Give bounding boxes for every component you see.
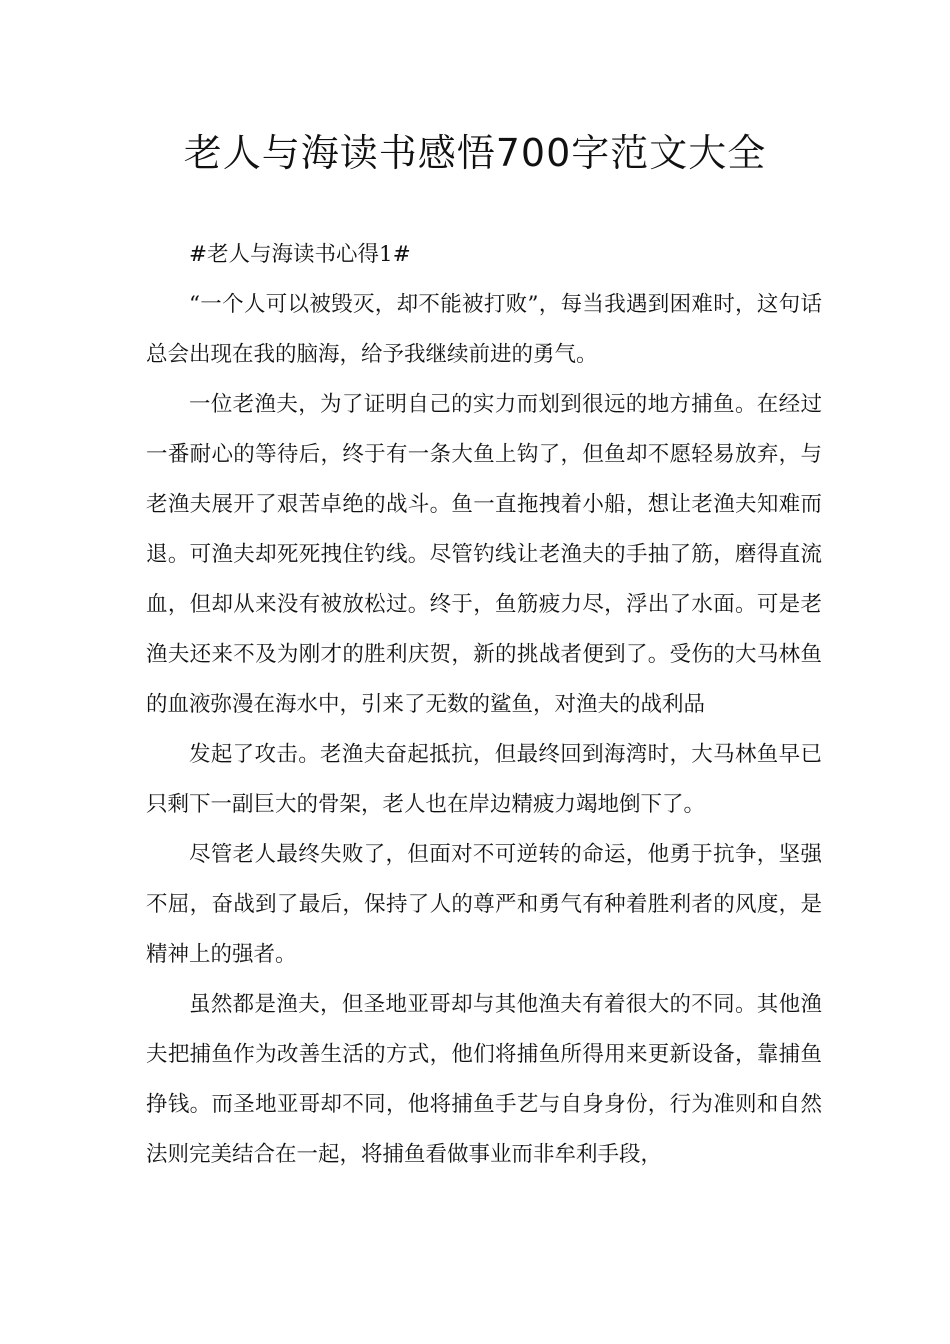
document-body <box>146 230 822 1180</box>
paragraph-attack: 发起了攻击。老渔夫奋起抵抗，但最终回到海湾时，大马林鱼早已只剩下一副巨大的骨架，老人也在岸边精疲力竭地倒下了。 <box>146 742 822 817</box>
paragraph-quote: “一个人可以被毁灭，却不能被打败”，每当我遇到困难时，这句话总会出现在我的脑海，给予我继续前进的勇气。 <box>146 292 822 367</box>
paragraph-reflection: 尽管老人最终失败了，但面对不可逆转的命运，他勇于抗争，坚强不屈，奋战到了最后，保持了人的尊严和勇气有种着胜利者的风度，是精神上的强者。 <box>146 842 822 967</box>
document-title: 老人与海读书感悟700字范文大全 <box>183 131 767 175</box>
section-heading: #老人与海读书心得1# <box>189 242 411 267</box>
paragraph-story: 一位老渔夫，为了证明自己的实力而划到很远的地方捕鱼。在经过一番耐心的等待后，终于有一条大鱼上钩了，但鱼却不愿轻易放弃，与老渔夫展开了艰苦卓绝的战斗。鱼一直拖拽着小船，想让老渔夫知难而退。可渔夫却死死拽住钓线。尽管钓线让老渔夫的手抽了筋，磨得直流血，但却从来没有被放松过。终于，鱼筋疲力尽，浮出了水面。可是老渔夫还来不及为刚才的胜利庆贺，新的挑战者便到了。受伤的大马林鱼的血液弥漫在海水中，引来了无数的鲨鱼，对渔夫的战利品 <box>146 392 822 717</box>
paragraph-comparison: 虽然都是渔夫，但圣地亚哥却与其他渔夫有着很大的不同。其他渔夫把捕鱼作为改善生活的方式，他们将捕鱼所得用来更新设备，靠捕鱼挣钱。而圣地亚哥却不同，他将捕鱼手艺与自身身份，行为准则和自然法则完美结合在一起，将捕鱼看做事业而非牟利手段， <box>146 992 822 1167</box>
